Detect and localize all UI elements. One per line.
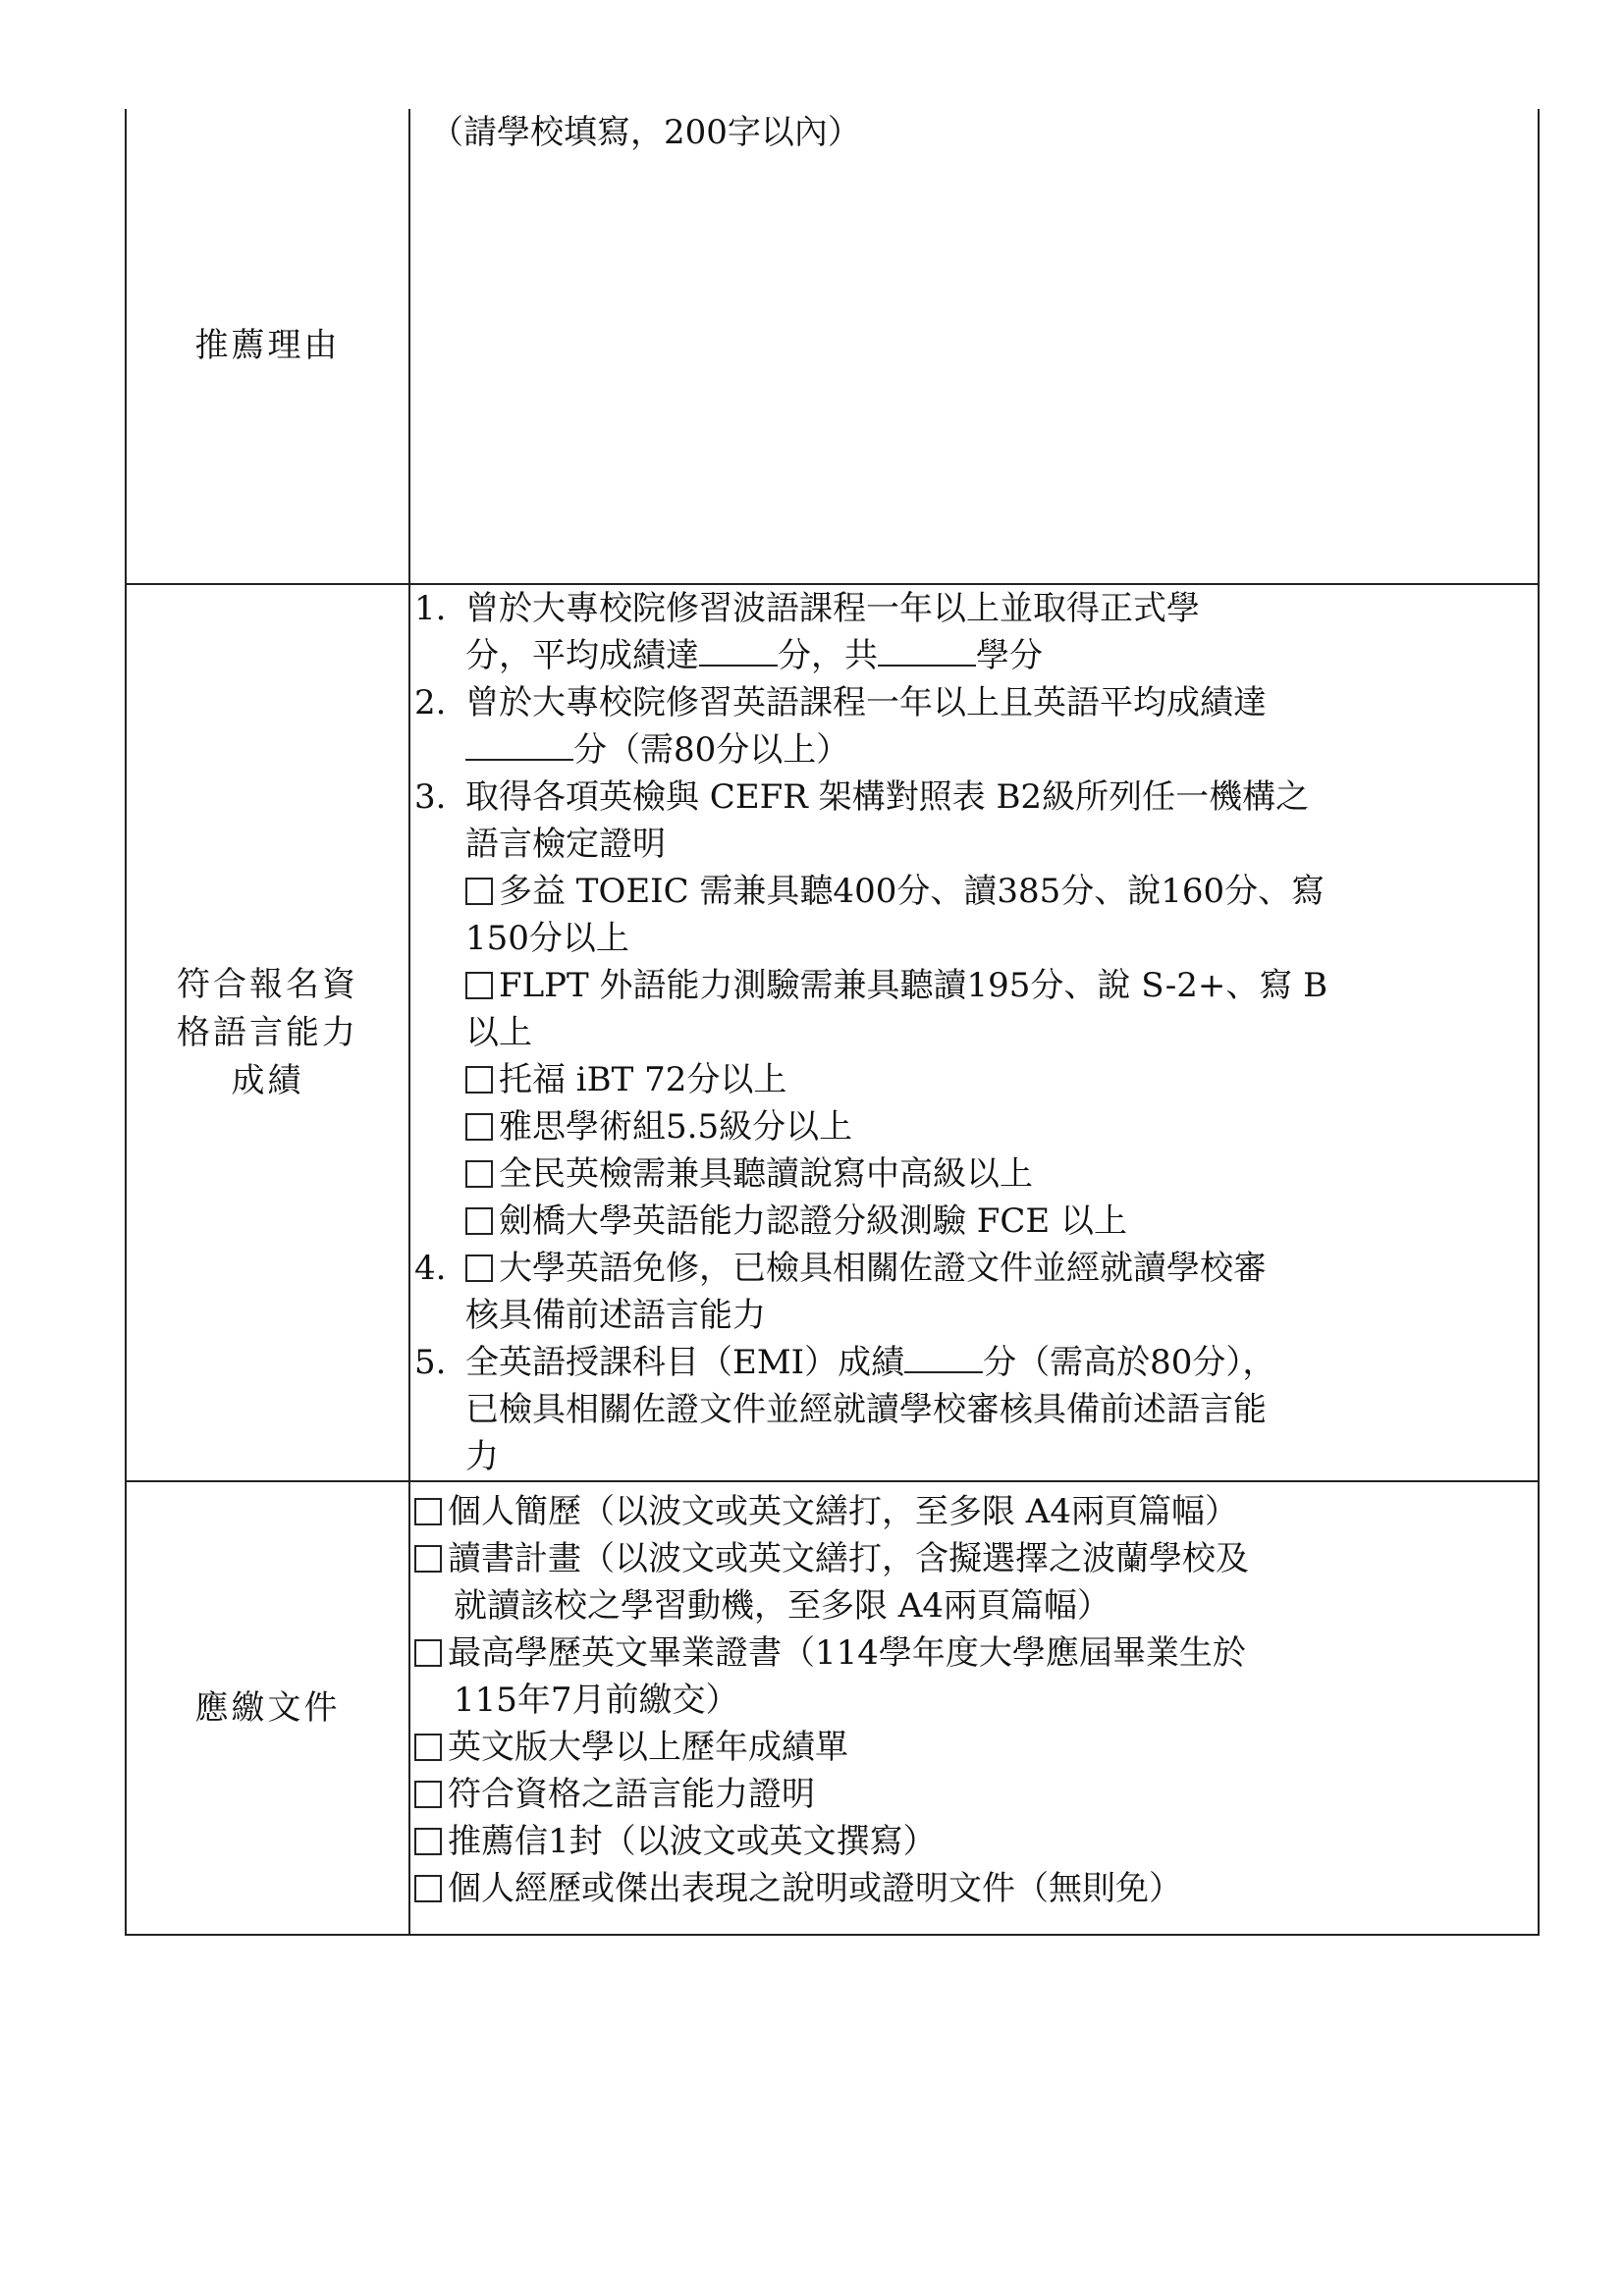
checkbox-experience[interactable] — [414, 1875, 442, 1902]
checkbox-fce[interactable] — [465, 1207, 493, 1235]
item-text-line2: 分（需80分以上） — [465, 726, 1530, 774]
polish-grade-blank[interactable] — [699, 635, 778, 667]
required-documents-label: 應繳文件 — [126, 1481, 409, 1935]
required-documents-content: 個人簡歷（以波文或英文繕打，至多限 A4兩頁篇幅） 讀書計畫（以波文或英文繕打，含擬選擇之波蘭學校及 就讀該校之學習動機，至多限 A4兩頁篇幅） 最高學歷英文畢業證書（114學年度大學應屆畢業生於 115年7月前繳交） 英文版大學以上歷年成績單 符合資格之語言能力證明 推薦信1封（以波文或英文撰寫） 個人經歷或傑出表現之說明或證明文件（無則免） — [409, 1481, 1539, 1935]
doc-language-proof: 符合資格之語言能力證明 — [414, 1771, 1530, 1818]
item-number: 3. — [414, 777, 447, 817]
checkbox-transcript[interactable] — [414, 1734, 442, 1761]
option-toeic: 多益 TOEIC 需兼具聽400分、讀385分、說160分、寫 150分以上 — [465, 872, 1326, 958]
item-number: 2. — [414, 683, 447, 722]
checkbox-gept[interactable] — [465, 1160, 493, 1188]
item-text: 取得各項英檢與 CEFR 架構對照表 B2級所列任一機構之 — [465, 777, 1310, 817]
option-flpt: FLPT 外語能力測驗需兼具聽讀195分、說 S-2+、寫 B 以上 — [465, 966, 1328, 1052]
language-item-5: 5. 全英語授課科目（EMI）成績 分（需高於80分）， 已檢具相關佐證文件並經就讀學校審核具備前述語言能 力 — [414, 1339, 1530, 1480]
doc-diploma: 最高學歷英文畢業證書（114學年度大學應屆畢業生於 — [414, 1629, 1530, 1677]
application-form-table — [125, 109, 1540, 1936]
item-text: 語言檢定證明 — [465, 825, 666, 864]
item-number: 4. — [414, 1249, 447, 1288]
doc-transcript: 英文版大學以上歷年成績單 — [414, 1724, 1530, 1771]
checkbox-study-plan[interactable] — [414, 1545, 442, 1573]
label-line: 符合報名資 — [177, 964, 358, 1004]
language-item-2 — [414, 679, 1530, 774]
language-item-4: 4. 大學英語免修，已檢具相關佐證文件並經就讀學校審 核具備前述語言能力 — [414, 1245, 1530, 1339]
checkbox-recommendation[interactable] — [414, 1828, 442, 1855]
recommendation-reason-hint: （請學校填寫，200字以內） — [430, 113, 861, 152]
doc-recommendation: 推薦信1封（以波文或英文撰寫） — [414, 1818, 1530, 1865]
recommendation-reason-row — [126, 109, 1539, 584]
option-fce: 劍橋大學英語能力認證分級測驗 FCE 以上 — [414, 1198, 1530, 1245]
emi-grade-blank[interactable] — [904, 1342, 983, 1373]
checkbox-resume[interactable] — [414, 1498, 442, 1525]
checkbox-english-exempt[interactable] — [465, 1255, 493, 1282]
option-gept: 全民英檢需兼具聽讀說寫中高級以上 — [414, 1150, 1530, 1198]
language-item-1 — [414, 585, 1530, 679]
language-qualification-row — [126, 584, 1539, 1481]
recommendation-reason-field[interactable] — [409, 109, 1539, 584]
checkbox-diploma[interactable] — [414, 1639, 442, 1667]
label-line: 格語言能力 — [177, 1012, 358, 1052]
label-line: 成績 — [231, 1060, 304, 1100]
checkbox-ielts[interactable] — [465, 1113, 493, 1141]
item-text: 曾於大專校院修習波語課程一年以上並取得正式學 — [465, 589, 1200, 628]
checkbox-toefl[interactable] — [465, 1066, 493, 1094]
item-text-line2: 分，平均成績達 分，共 學分 — [465, 636, 1043, 675]
doc-study-plan: 讀書計畫（以波文或英文繕打，含擬選擇之波蘭學校及 — [414, 1535, 1530, 1582]
option-ielts: 雅思學術組5.5級分以上 — [414, 1103, 1530, 1150]
item-text: 曾於大專校院修習英語課程一年以上且英語平均成績達 — [465, 683, 1267, 722]
doc-resume: 個人簡歷（以波文或英文繕打，至多限 A4兩頁篇幅） — [414, 1488, 1530, 1535]
item-number: 1. — [414, 589, 447, 628]
checkbox-toeic[interactable] — [465, 878, 493, 905]
recommendation-reason-label: 推薦理由 — [126, 109, 409, 584]
language-qualification-label — [126, 584, 409, 1481]
checkbox-language-proof[interactable] — [414, 1781, 442, 1808]
doc-experience: 個人經歷或傑出表現之說明或證明文件（無則免） — [414, 1865, 1530, 1912]
polish-credits-blank[interactable] — [878, 635, 976, 667]
checkbox-flpt[interactable] — [465, 972, 493, 999]
option-toefl: 托福 iBT 72分以上 — [414, 1056, 1530, 1103]
language-item-3 — [414, 774, 1530, 868]
item-number: 5. — [414, 1343, 447, 1382]
english-grade-blank[interactable] — [465, 729, 573, 761]
language-qualification-content — [409, 584, 1539, 1481]
required-documents-row — [126, 1481, 1539, 1935]
